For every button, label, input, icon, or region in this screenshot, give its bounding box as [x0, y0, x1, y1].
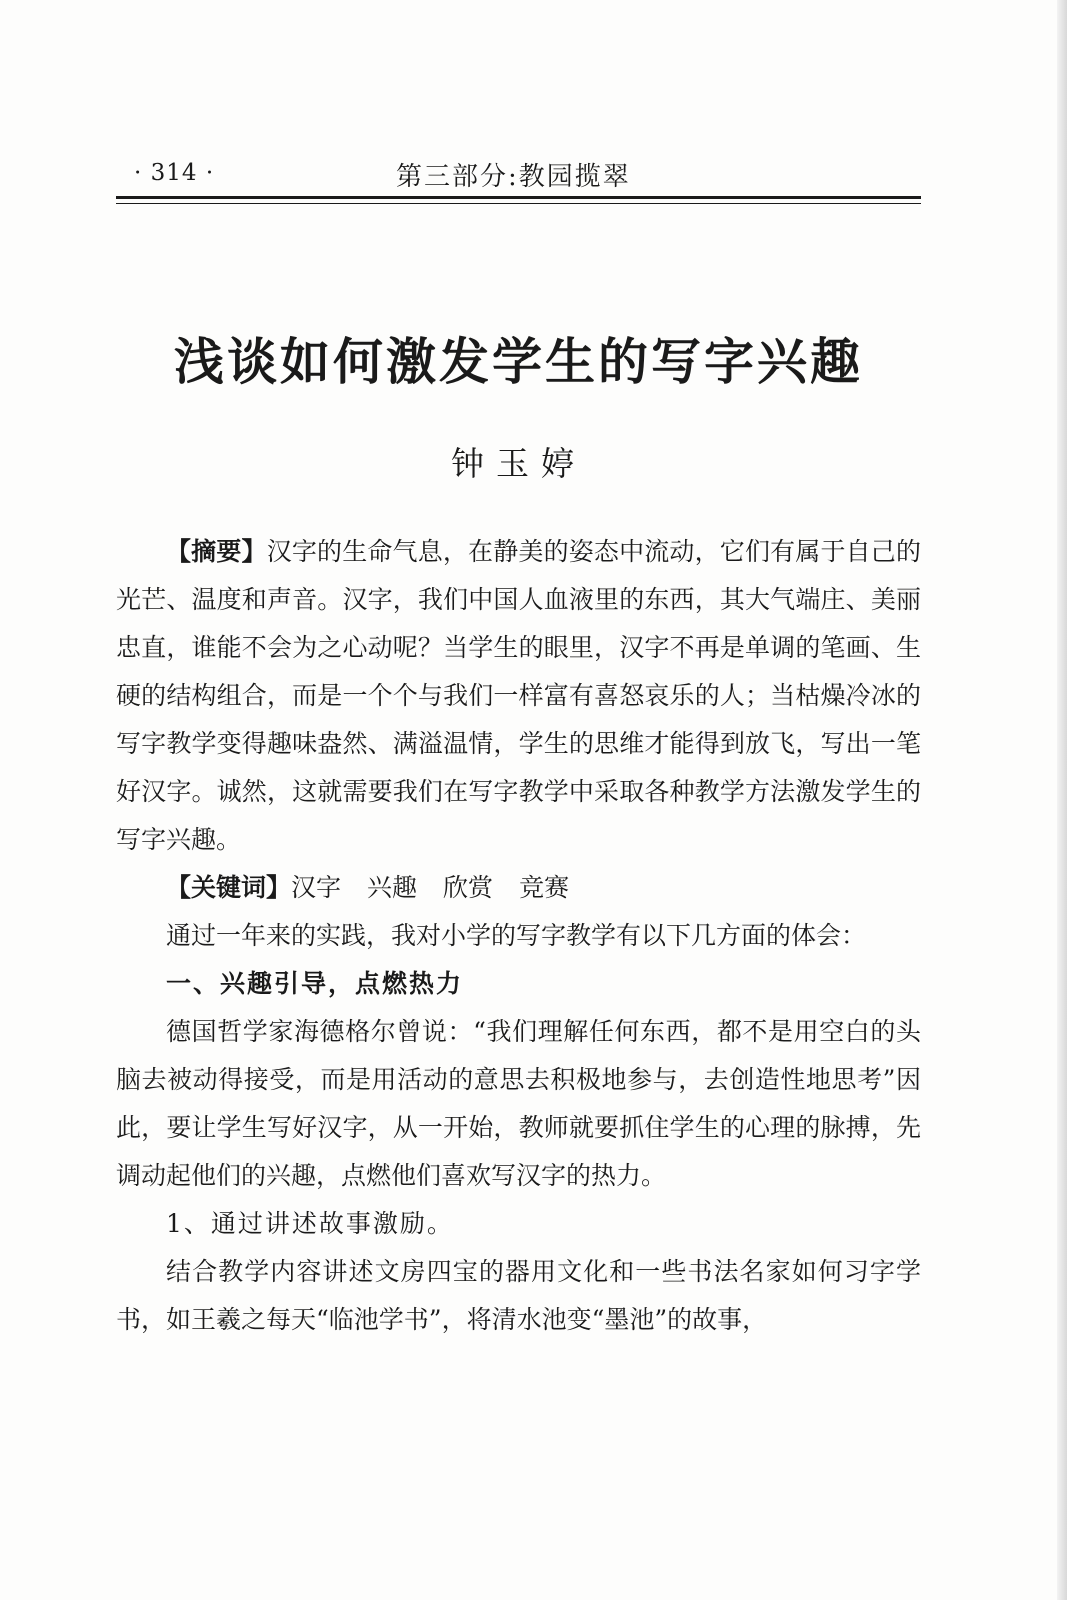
abstract-text: 汉字的生命气息，在静美的姿态中流动，它们有属于自己的光芒、温度和声音。汉字，我们中国人血液里的东西，其大气端庄、美丽忠直，谁能不会为之心动呢？当学生的眼里，汉字不再是单调的笔画、生硬的结构组合，而是一个个与我们一样富有喜怒哀乐的人；当枯燥冷冰的写字教学变得趣味盎然、满溢温情，学生的思维才能得到放飞，写出一笔好汉字。诚然，这就需要我们在写字教学中采取各种教学方法激发学生的写字兴趣。 — [116, 537, 921, 854]
scan-edge-shadow — [1057, 0, 1067, 1600]
intro-paragraph: 通过一年来的实践，我对小学的写字教学有以下几方面的体会： — [166, 921, 867, 950]
keywords-paragraph — [116, 864, 921, 912]
article-title: 浅谈如何激发学生的写字兴趣 — [174, 332, 863, 391]
body-paragraph: 结合教学内容讲述文房四宝的器用文化和一些书法名家如何习字学书，如王羲之每天“临池学书”，将清水池变“墨池”的故事， — [116, 1257, 921, 1334]
abstract-paragraph — [116, 528, 921, 864]
article-body — [116, 528, 921, 1344]
subsection-heading: 1、通过讲述故事激励。 — [166, 1209, 454, 1238]
keyword-item: 汉字 — [291, 873, 342, 902]
header-rule-thin — [116, 203, 921, 204]
body-paragraph: 德国哲学家海德格尔曾说：“我们理解任何东西，都不是用空白的头脑去被动得接受，而是用活动的意思去积极地参与，去创造性地思考”因此，要让学生写好汉字，从一开始，教师就要抓住学生的心理的脉搏，先调动起他们的兴趣，点燃他们喜欢写汉字的热力。 — [116, 1017, 921, 1190]
section-title: 第三部分:教园揽翠 — [396, 162, 631, 192]
page-number: · 314 · — [134, 160, 215, 186]
section-heading: 一、兴趣引导，点燃热力 — [166, 969, 464, 998]
keyword-item: 欣赏 — [443, 873, 494, 902]
running-header — [116, 150, 921, 190]
keywords-label: 【关键词】 — [166, 873, 292, 902]
keyword-item: 竞赛 — [519, 873, 570, 902]
header-rule-thick — [116, 196, 921, 199]
author-name: 钟玉婷 — [451, 444, 586, 483]
keyword-item: 兴趣 — [367, 873, 418, 902]
abstract-label: 【摘要】 — [166, 537, 267, 566]
